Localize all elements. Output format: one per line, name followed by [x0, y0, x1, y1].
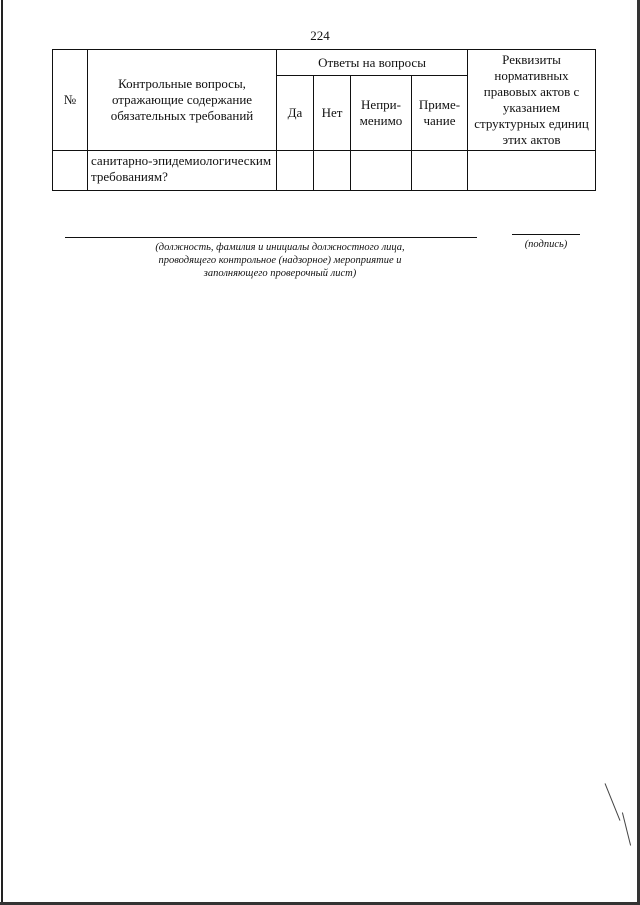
- margin-mark: [622, 812, 631, 845]
- header-not-applicable: Непри-менимо: [351, 76, 412, 151]
- position-signature-line: [65, 237, 477, 238]
- cell-not-applicable[interactable]: [351, 151, 412, 191]
- header-no: Нет: [314, 76, 351, 151]
- checklist-table: [52, 49, 596, 191]
- cell-requisites[interactable]: [468, 151, 596, 191]
- table-row: [53, 151, 596, 191]
- header-number: №: [53, 50, 88, 151]
- page-number: 224: [310, 28, 330, 43]
- cell-number: [53, 151, 88, 191]
- cell-note[interactable]: [412, 151, 468, 191]
- header-note: Приме-чание: [412, 76, 468, 151]
- page-border-left: [1, 0, 3, 905]
- header-answers: Ответы на вопросы: [277, 50, 468, 76]
- cell-question: санитарно-эпидемиологическим требованиям?: [88, 151, 277, 191]
- header-questions: Контрольные вопросы, отражающие содержание обязательных требований: [88, 50, 277, 151]
- header-requisites: Реквизиты нормативных правовых актов с указанием структурных единиц этих актов: [468, 50, 596, 151]
- header-yes: Да: [277, 76, 314, 151]
- signature-line: [512, 234, 580, 235]
- position-caption: (должность, фамилия и инициалы должностного лица, проводящего контрольное (надзорное) мероприятие и заполняющего проверочный лист): [155, 242, 405, 279]
- cell-no[interactable]: [314, 151, 351, 191]
- signature-caption: (подпись): [524, 239, 568, 250]
- cell-yes[interactable]: [277, 151, 314, 191]
- margin-mark: [605, 783, 621, 820]
